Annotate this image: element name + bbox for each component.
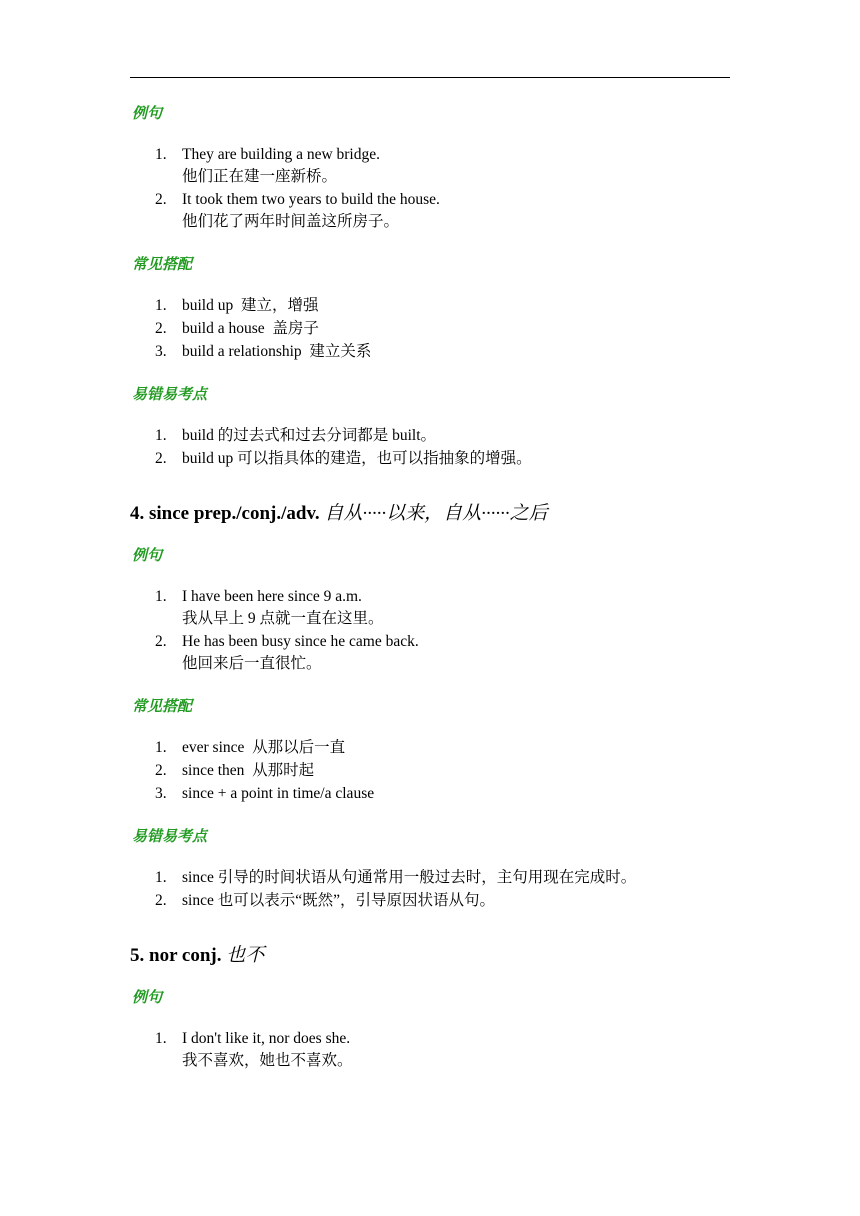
pitfall-text: build 的过去式和过去分词都是 built。 — [182, 427, 437, 444]
list-number: 1. — [155, 146, 167, 163]
list-number: 3. — [155, 785, 167, 802]
examples-heading: 例句 — [132, 990, 163, 1006]
collocation-item — [130, 318, 730, 340]
document-body — [130, 104, 730, 1073]
collocations-heading: 常见搭配 — [132, 699, 193, 715]
example-chinese: 他回来后一直很忙。 — [182, 655, 322, 672]
list-number: 2. — [155, 320, 167, 337]
collocation-text: ever since 从那以后一直 — [182, 739, 346, 756]
collocation-item — [130, 341, 730, 363]
pitfalls-heading: 易错易考点 — [132, 829, 208, 845]
examples-heading: 例句 — [132, 106, 163, 122]
pitfalls-list — [130, 867, 730, 912]
example-item — [130, 1028, 730, 1072]
example-chinese: 我不喜欢，她也不喜欢。 — [182, 1052, 353, 1069]
example-item — [130, 144, 730, 188]
example-chinese: 我从早上 9 点就一直在这里。 — [182, 610, 384, 627]
list-number: 2. — [155, 762, 167, 779]
header-rule — [130, 77, 730, 78]
example-chinese: 他们正在建一座新桥。 — [182, 168, 338, 185]
word-title — [130, 944, 730, 968]
word-title-english: 5. nor conj. — [130, 945, 222, 966]
pitfall-item — [130, 867, 730, 889]
collocation-item — [130, 295, 730, 317]
pitfalls-list — [130, 425, 730, 470]
word-title-english: 4. since prep./conj./adv. — [130, 503, 320, 524]
word-title-chinese: 也不 — [226, 945, 265, 966]
list-number: 2. — [155, 191, 167, 208]
list-number: 1. — [155, 427, 167, 444]
examples-list — [130, 1028, 730, 1072]
examples-list — [130, 586, 730, 675]
example-item — [130, 631, 730, 675]
example-english: They are building a new bridge. — [182, 146, 380, 163]
pitfall-item — [130, 425, 730, 447]
pitfall-text: since 也可以表示“既然”，引导原因状语从句。 — [182, 892, 495, 909]
list-number: 1. — [155, 297, 167, 314]
example-english: I don't like it, nor does she. — [182, 1030, 351, 1047]
collocation-text: build up 建立，增强 — [182, 297, 319, 314]
pitfall-item — [130, 448, 730, 470]
example-item — [130, 189, 730, 233]
collocation-text: build a relationship 建立关系 — [182, 343, 372, 360]
collocation-text: since + a point in time/a clause — [182, 785, 375, 802]
examples-heading: 例句 — [132, 548, 163, 564]
list-number: 1. — [155, 869, 167, 886]
collocation-item — [130, 760, 730, 782]
collocations-list — [130, 295, 730, 363]
collocation-text: build a house 盖房子 — [182, 320, 319, 337]
word-title — [130, 502, 730, 526]
example-item — [130, 586, 730, 630]
example-chinese: 他们花了两年时间盖这所房子。 — [182, 213, 400, 230]
list-number: 1. — [155, 739, 167, 756]
list-number: 1. — [155, 1030, 167, 1047]
pitfall-text: since 引导的时间状语从句通常用一般过去时，主句用现在完成时。 — [182, 869, 637, 886]
example-english: He has been busy since he came back. — [182, 633, 419, 650]
examples-list — [130, 144, 730, 233]
list-number: 2. — [155, 450, 167, 467]
collocation-item — [130, 783, 730, 805]
word-title-chinese: 自从·····以来，自从······之后 — [324, 503, 548, 524]
list-number: 2. — [155, 892, 167, 909]
pitfall-text: build up 可以指具体的建造，也可以指抽象的增强。 — [182, 450, 532, 467]
example-english: I have been here since 9 a.m. — [182, 588, 362, 605]
pitfall-item — [130, 890, 730, 912]
list-number: 1. — [155, 588, 167, 605]
collocation-text: since then 从那时起 — [182, 762, 315, 779]
list-number: 3. — [155, 343, 167, 360]
collocation-item — [130, 737, 730, 759]
collocations-heading: 常见搭配 — [132, 257, 193, 273]
list-number: 2. — [155, 633, 167, 650]
pitfalls-heading: 易错易考点 — [132, 387, 208, 403]
example-english: It took them two years to build the house. — [182, 191, 440, 208]
collocations-list — [130, 737, 730, 805]
